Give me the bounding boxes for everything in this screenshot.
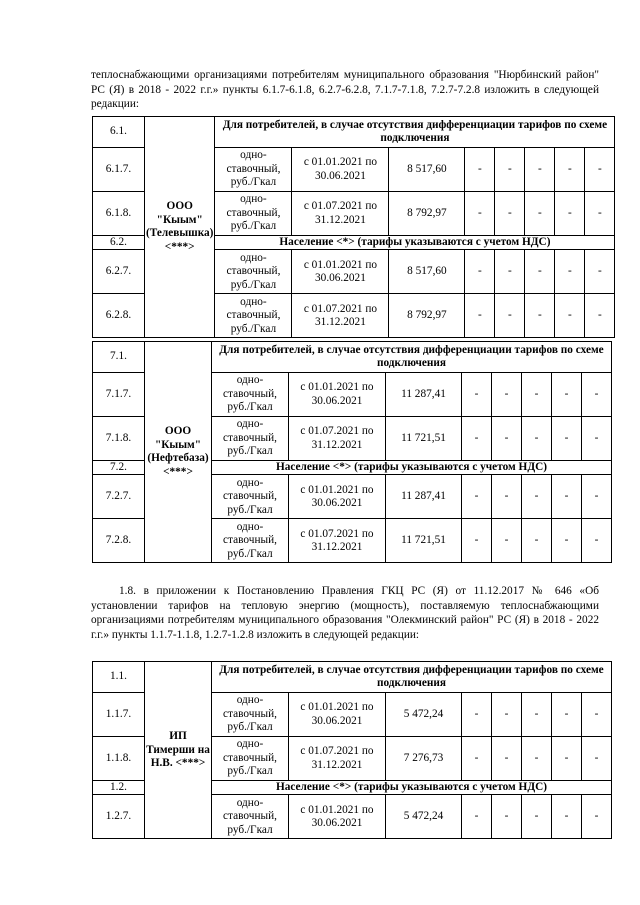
period-cell: с 01.07.2021 по 31.12.2021 (289, 519, 386, 563)
empty-value-cell: - (492, 693, 522, 737)
row-number: 6.1.7. (93, 148, 145, 192)
empty-value-cell: - (462, 795, 492, 839)
empty-value-cell: - (492, 417, 522, 461)
tariff-type-cell: одно-ставочный, руб./Гкал (212, 417, 289, 461)
period-cell: с 01.07.2021 по 31.12.2021 (289, 417, 386, 461)
price-cell: 8 792,97 (389, 192, 465, 236)
empty-value-cell: - (462, 693, 492, 737)
section-header-cell: Население <*> (тарифы указываются с учетом НДС) (212, 781, 612, 795)
empty-value-cell: - (525, 148, 555, 192)
empty-value-cell: - (465, 250, 495, 294)
empty-value-cell: - (555, 192, 585, 236)
empty-value-cell: - (525, 294, 555, 338)
tariff-type-cell: одно-ставочный, руб./Гкал (212, 737, 289, 781)
empty-value-cell: - (585, 148, 615, 192)
section-1-8-paragraph: 1.8. в приложении к Постановлению Правления ГКЦ РС (Я) от 11.12.2017 № 646 «Об установлении тарифов на тепловую энергию (мощность), поставляемую теплоснабжающими организациями потребителям муниципального образования "Олекминский район" РС (Я) в 2018 - 2022 г.г.» пункты 1.1.7-1.1.8, 1.2.7-1.2.8 изложить в следующей редакции: (91, 585, 599, 641)
empty-value-cell: - (495, 250, 525, 294)
row-number: 7.2. (93, 461, 145, 475)
price-cell: 11 287,41 (386, 373, 462, 417)
empty-value-cell: - (462, 519, 492, 563)
empty-value-cell: - (492, 373, 522, 417)
empty-value-cell: - (582, 519, 612, 563)
empty-value-cell: - (495, 294, 525, 338)
empty-value-cell: - (495, 192, 525, 236)
row-number: 6.2.7. (93, 250, 145, 294)
tariff-type-cell: одно-ставочный, руб./Гкал (215, 250, 292, 294)
empty-value-cell: - (552, 519, 582, 563)
empty-value-cell: - (525, 192, 555, 236)
tariff-type-cell: одно-ставочный, руб./Гкал (215, 148, 292, 192)
section-header-cell: Для потребителей, в случае отсутствия дифференциации тарифов по схеме подключения (215, 117, 615, 148)
empty-value-cell: - (462, 373, 492, 417)
period-cell: с 01.01.2021 по 30.06.2021 (289, 795, 386, 839)
price-cell: 8 517,60 (389, 250, 465, 294)
empty-value-cell: - (552, 795, 582, 839)
price-cell: 11 721,51 (386, 519, 462, 563)
tariff-table-3 (92, 661, 612, 839)
tariff-type-cell: одно-ставочный, руб./Гкал (212, 519, 289, 563)
row-number: 1.1. (93, 662, 145, 693)
price-cell: 5 472,24 (386, 693, 462, 737)
empty-value-cell: - (492, 795, 522, 839)
period-cell: с 01.01.2021 по 30.06.2021 (289, 373, 386, 417)
section-header-cell: Население <*> (тарифы указываются с учетом НДС) (215, 236, 615, 250)
empty-value-cell: - (522, 475, 552, 519)
empty-value-cell: - (465, 148, 495, 192)
empty-value-cell: - (465, 192, 495, 236)
period-cell: с 01.01.2021 по 30.06.2021 (292, 148, 389, 192)
section-header-cell: Для потребителей, в случае отсутствия дифференциации тарифов по схеме подключения (212, 342, 612, 373)
empty-value-cell: - (552, 475, 582, 519)
empty-value-cell: - (462, 737, 492, 781)
row-number: 7.1. (93, 342, 145, 373)
empty-value-cell: - (492, 519, 522, 563)
empty-value-cell: - (582, 737, 612, 781)
empty-value-cell: - (495, 148, 525, 192)
table-row (93, 342, 612, 373)
intro-paragraph: теплоснабжающими организациями потребителям муниципального образования "Нюрбинский район" РС (Я) в 2018 - 2022 г.г.» пункты 6.1.7-6.1.8, 6.2.7-6.2.8, 7.1.7-7.1.8, 7.2.7-7.2.8 изложить в следующей редакции: (91, 69, 599, 110)
row-number: 6.1. (93, 117, 145, 148)
period-cell: с 01.07.2021 по 31.12.2021 (292, 294, 389, 338)
table-row (93, 117, 615, 148)
row-number: 1.1.8. (93, 737, 145, 781)
empty-value-cell: - (585, 250, 615, 294)
organization-cell: ИП Тимерши на Н.В. <***> (145, 662, 212, 839)
table-row (93, 662, 612, 693)
tariff-table-2 (92, 341, 612, 563)
price-cell: 11 721,51 (386, 417, 462, 461)
empty-value-cell: - (555, 148, 585, 192)
empty-value-cell: - (522, 519, 552, 563)
period-cell: с 01.01.2021 по 30.06.2021 (292, 250, 389, 294)
period-cell: с 01.07.2021 по 31.12.2021 (292, 192, 389, 236)
period-cell: с 01.01.2021 по 30.06.2021 (289, 693, 386, 737)
price-cell: 7 276,73 (386, 737, 462, 781)
empty-value-cell: - (552, 693, 582, 737)
empty-value-cell: - (522, 737, 552, 781)
empty-value-cell: - (492, 475, 522, 519)
empty-value-cell: - (525, 250, 555, 294)
row-number: 6.1.8. (93, 192, 145, 236)
empty-value-cell: - (492, 737, 522, 781)
section-header-cell: Население <*> (тарифы указываются с учетом НДС) (212, 461, 612, 475)
empty-value-cell: - (552, 373, 582, 417)
tariff-type-cell: одно-ставочный, руб./Гкал (212, 795, 289, 839)
row-number: 1.2. (93, 781, 145, 795)
tariff-type-cell: одно-ставочный, руб./Гкал (212, 475, 289, 519)
tariff-type-cell: одно-ставочный, руб./Гкал (212, 693, 289, 737)
row-number: 6.2. (93, 236, 145, 250)
empty-value-cell: - (582, 373, 612, 417)
tariff-type-cell: одно-ставочный, руб./Гкал (212, 373, 289, 417)
empty-value-cell: - (555, 250, 585, 294)
empty-value-cell: - (522, 795, 552, 839)
tariff-type-cell: одно-ставочный, руб./Гкал (215, 192, 292, 236)
empty-value-cell: - (552, 417, 582, 461)
row-number: 7.1.7. (93, 373, 145, 417)
tariff-table-1 (92, 116, 615, 338)
empty-value-cell: - (462, 475, 492, 519)
empty-value-cell: - (582, 795, 612, 839)
row-number: 7.2.8. (93, 519, 145, 563)
section-header-cell: Для потребителей, в случае отсутствия дифференциации тарифов по схеме подключения (212, 662, 612, 693)
price-cell: 8 517,60 (389, 148, 465, 192)
price-cell: 11 287,41 (386, 475, 462, 519)
empty-value-cell: - (462, 417, 492, 461)
empty-value-cell: - (552, 737, 582, 781)
row-number: 7.1.8. (93, 417, 145, 461)
row-number: 1.2.7. (93, 795, 145, 839)
empty-value-cell: - (582, 693, 612, 737)
empty-value-cell: - (522, 373, 552, 417)
organization-cell: ООО "Кыым" (Нефтебаза) <***> (145, 342, 212, 563)
row-number: 6.2.8. (93, 294, 145, 338)
empty-value-cell: - (522, 417, 552, 461)
empty-value-cell: - (522, 693, 552, 737)
price-cell: 5 472,24 (386, 795, 462, 839)
empty-value-cell: - (585, 294, 615, 338)
row-number: 1.1.7. (93, 693, 145, 737)
empty-value-cell: - (585, 192, 615, 236)
price-cell: 8 792,97 (389, 294, 465, 338)
period-cell: с 01.07.2021 по 31.12.2021 (289, 737, 386, 781)
row-number: 7.2.7. (93, 475, 145, 519)
empty-value-cell: - (582, 475, 612, 519)
empty-value-cell: - (555, 294, 585, 338)
tariff-type-cell: одно-ставочный, руб./Гкал (215, 294, 292, 338)
period-cell: с 01.01.2021 по 30.06.2021 (289, 475, 386, 519)
empty-value-cell: - (582, 417, 612, 461)
organization-cell: ООО "Кыым" (Телевышка) <***> (145, 117, 215, 338)
empty-value-cell: - (465, 294, 495, 338)
